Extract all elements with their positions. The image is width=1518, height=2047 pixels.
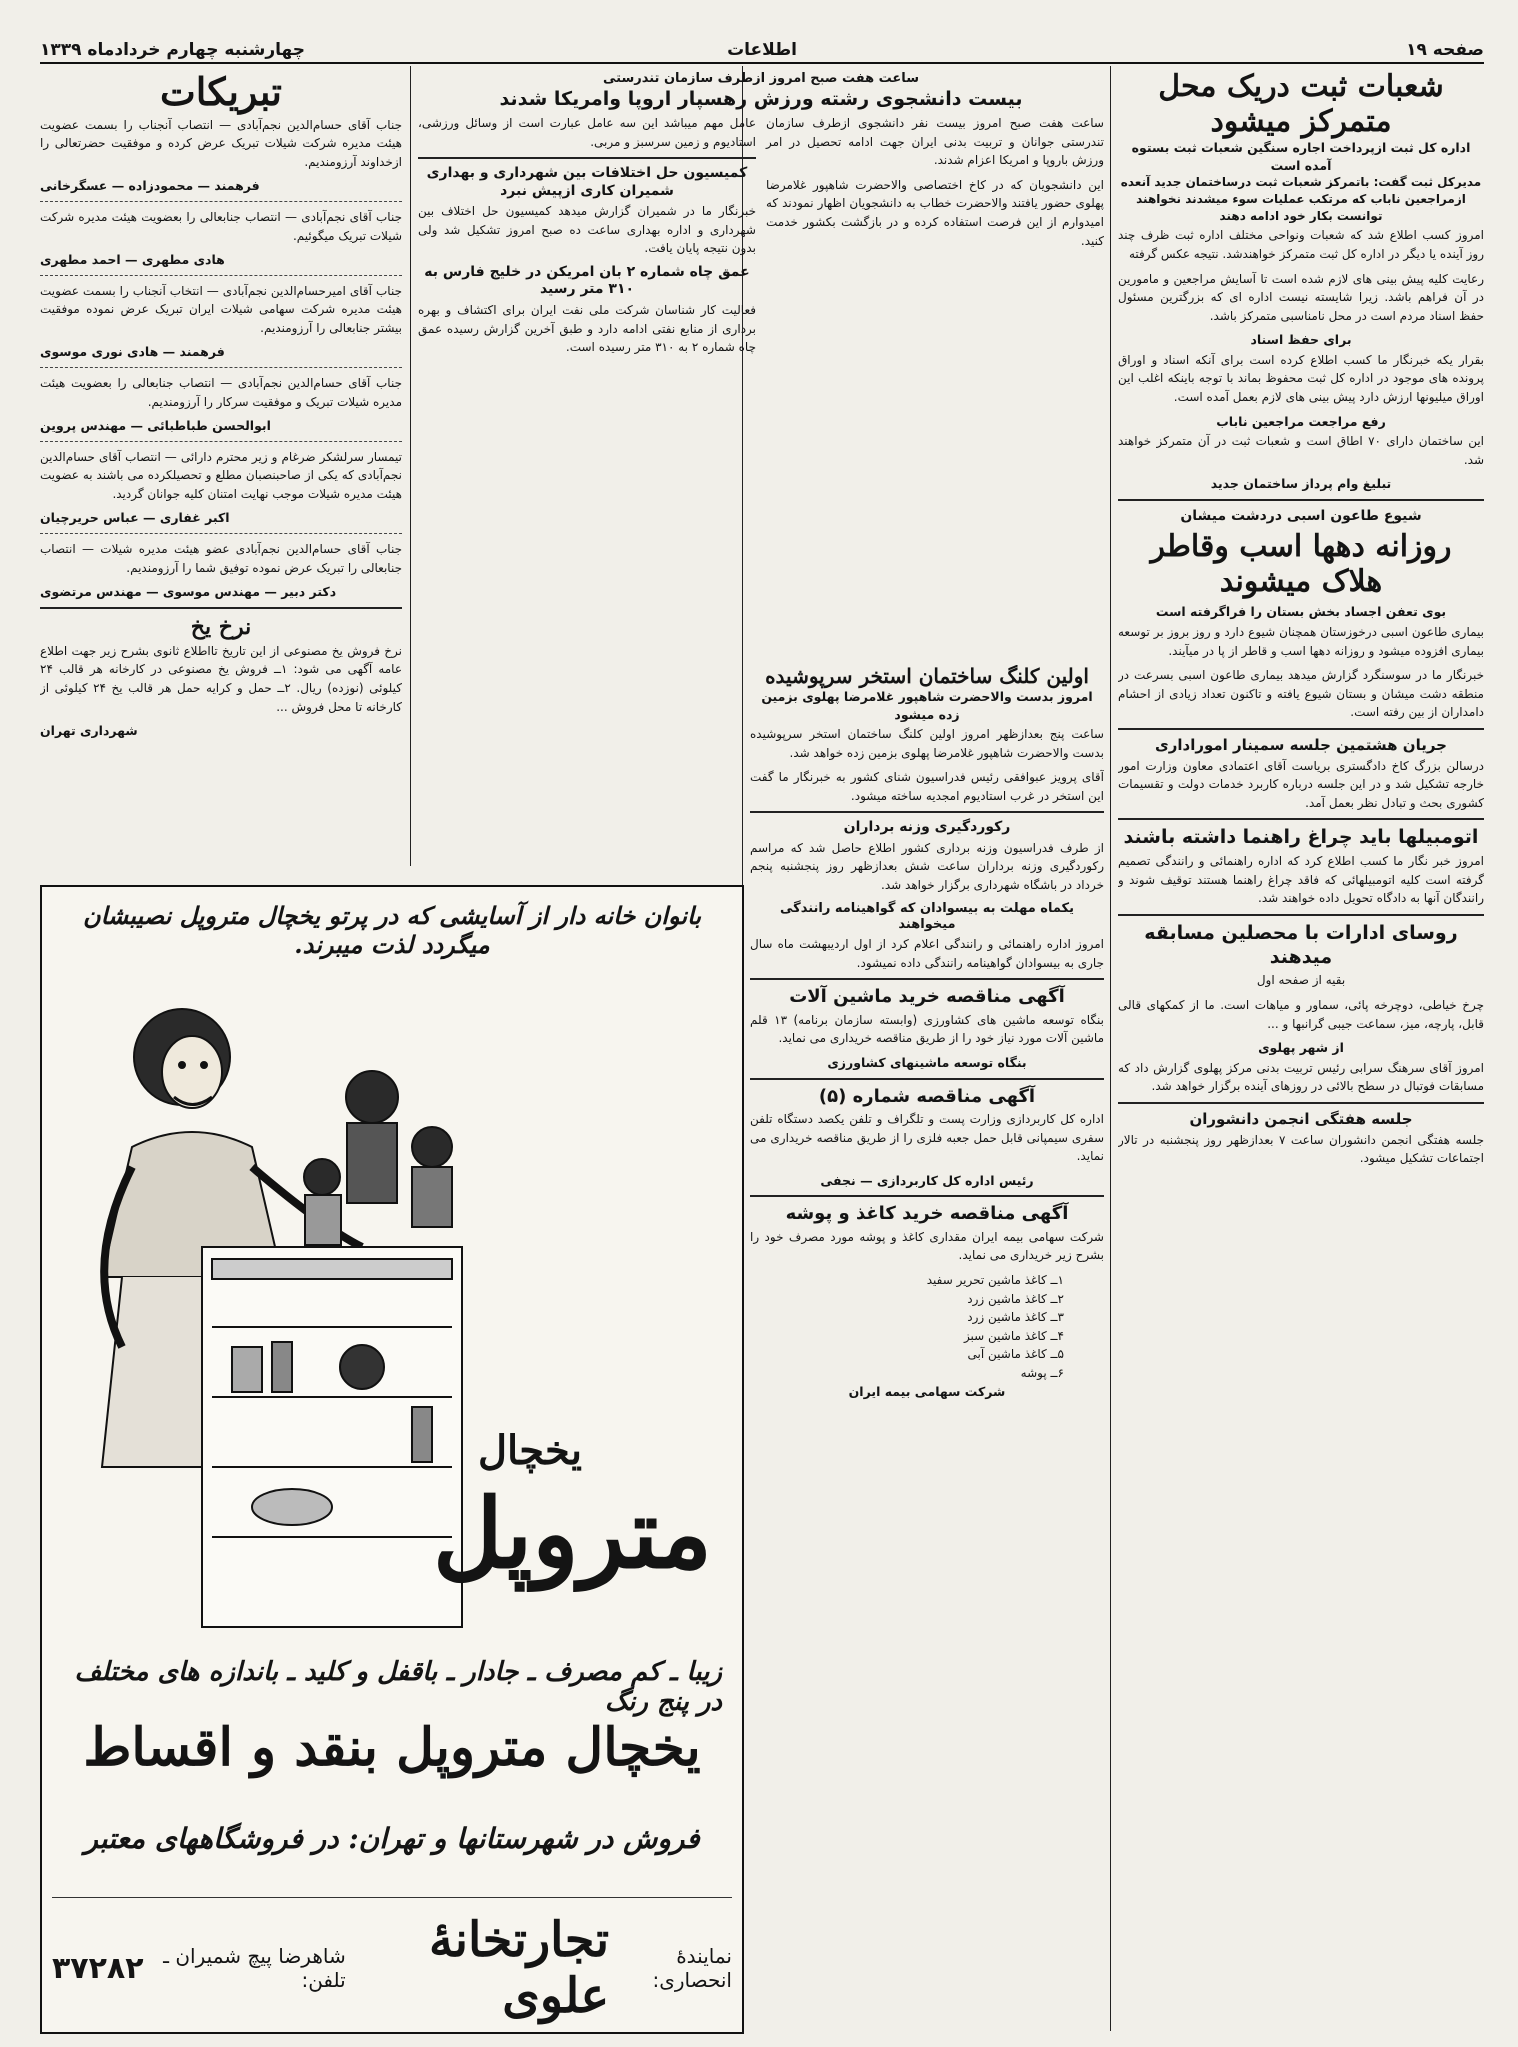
tender-title: آگهی مناقصه خرید کاغذ و پوشه bbox=[785, 1203, 1069, 1225]
tender-signature: بنگاه توسعه ماشینهای کشاورزی bbox=[827, 1055, 1027, 1071]
refrigerator-drawing bbox=[202, 1247, 462, 1627]
subhead: تبلیغ وام پرداز ساختمان جدید bbox=[1210, 476, 1392, 492]
tender-item: ۱ــ کاغذ ماشین تحریر سفید bbox=[926, 1273, 1064, 1287]
headline-indicators: اتومبیلها باید چراغ راهنما داشته باشند bbox=[1123, 826, 1479, 849]
article-text: خبرنگار ما در شمیران گزارش میدهد کمیسیون حل اختلاف بین شهرداری و اداره بهداری ساعت ده صبح امروز تشکیل شد ولی بدون نتیجه پایان یافت. bbox=[418, 204, 756, 256]
article-text: این ساختمان دارای ۷۰ اطاق است و شعبات ثبت در آن متمرکز خواهند شد. bbox=[1118, 434, 1484, 467]
subhead: بوی تعفن اجساد بخش بستان را فراگرفته است bbox=[1155, 604, 1447, 620]
tender-ad-machinery bbox=[750, 986, 1104, 1071]
column-rule bbox=[1110, 66, 1111, 2031]
notice-text: نرخ فروش یخ مصنوعی از این تاریخ تااطلاع ثانوی بشرح زیر جهت اطلاع عامه آگهی می شود: ۱ــ فروش یخ مصنوعی در کارخانه هر قالب ۲۴ کیلوئی (نوزده) ریال. ۲ــ حمل و کرایه حمل هر قالب یخ ۲۴ کیلوئی از کارخانه تا محل فروش ... bbox=[40, 643, 402, 714]
ad-tagline: بانوان خانه دار از آسایشی که در پرتو یخچال متروپل نصیبشان میگردد لذت میبرند. bbox=[82, 901, 702, 959]
column-rule bbox=[410, 66, 411, 866]
article-text: ساعت پنج بعدازظهر امروز اولین کلنگ ساختمان استخر سرپوشیده بدست والاحضرت شاهپور غلامرضا پهلوی بزمین زده خواهد شد. bbox=[750, 727, 1104, 760]
subhead: برای حفظ اسناد bbox=[1250, 332, 1352, 348]
notice-text: جناب آقای امیرحسام‌الدین نجم‌آبادی — انتخاب آنجناب را بسمت عضویت هیئت مدیره شرکت سهامی شیلات ایران تبریک عرض نموده موفقیت بیشتر جنابعالی را آرزومندیم. bbox=[40, 283, 402, 335]
tender-item: ۶ــ پوشه bbox=[1020, 1365, 1064, 1380]
headline-commission: کمیسیون حل اختلافات بین شهرداری و بهداری شمیران کاری ازپیش نبرد bbox=[426, 165, 748, 199]
center-column-lower bbox=[750, 665, 1104, 2030]
section-rule bbox=[40, 607, 402, 609]
notice-text: جناب آقای حسام‌الدین نجم‌آبادی — انتصاب جنابعالی را بعضویت هیئت مدیره شیلات تبریک و موفقیت سرکار را آرزومندیم. bbox=[40, 375, 402, 409]
tender-signature: شرکت سهامی بیمه ایران bbox=[848, 1383, 1006, 1399]
tender-item: ۳ــ کاغذ ماشین زرد bbox=[967, 1310, 1064, 1325]
section-rule bbox=[1118, 728, 1484, 730]
agent-address: شاهرضا پیچ شمیران ـ تلفن: bbox=[163, 1944, 346, 1992]
ad-agent-line bbox=[52, 1897, 732, 2024]
notice-signers: اکبر غفاری — عباس حریرچیان bbox=[40, 510, 230, 526]
subhead: از شهر پهلوی bbox=[1258, 1040, 1344, 1056]
tender-text: شرکت سهامی بیمه ایران مقداری کاغذ و پوشه مورد مصرف خود را بشرح زیر خریداری می نماید. bbox=[750, 1229, 1104, 1263]
headline-weightlifting: رکوردگیری وزنه برداران bbox=[843, 819, 1011, 836]
section-rule bbox=[1118, 818, 1484, 820]
section-rule bbox=[750, 1078, 1104, 1080]
ad-brand-name: متروپل bbox=[432, 1477, 712, 1590]
section-rule bbox=[418, 157, 756, 159]
section-rule bbox=[750, 1195, 1104, 1197]
headline-students: بیست دانشجوی رشته ورزش رهسپار اروپا وامریکا شدند bbox=[499, 88, 1023, 111]
tender-ad-5 bbox=[750, 1086, 1104, 1190]
masthead bbox=[40, 38, 1484, 64]
notice-signers: فرهمند — هادی نوری موسوی bbox=[40, 344, 225, 360]
headline-oil-well: عمق چاه شماره ۲ بان امریکن در خلیج فارس به ۳۱۰ متر رسید bbox=[424, 263, 750, 298]
article-text: عامل مهم میباشد این سه عامل عبارت است از وسائل ورزشی، استادیوم و زمین سرسبز و مربی. bbox=[418, 115, 756, 149]
section-rule bbox=[750, 811, 1104, 813]
subhead: اداره کل ثبت ازپرداخت اجاره سنگین شعبات ثبت بستوه آمده است bbox=[1131, 140, 1471, 173]
left-column bbox=[40, 70, 402, 870]
headline-registry: شعبات ثبت دریک محل متمرکز میشود bbox=[1158, 70, 1444, 139]
notice-text: جناب آقای حسام‌الدین نجم‌آبادی — انتصاب آنجناب را بسمت عضویت هیئت مدیره شرکت شیلات تبریک عرض کرده و موفقیت حضرتعالی را ازخداوند آرزومندیم. bbox=[40, 117, 402, 169]
notice-signers: هادی مطهری — احمد مطهری bbox=[40, 252, 225, 268]
article-text: فعالیت کار شناسان شرکت ملی نفت ایران برای اکتشاف و بهره برداری از منابع نفتی ادامه دارد و طبق آخرین گزارش رسیده عمق چاه شماره ۲ به ۳۱۰ متر رسیده است. bbox=[418, 302, 756, 355]
notice-text: جناب آقای حسام‌الدین نجم‌آبادی عضو هیئت مدیره شیلات — انتصاب جنابعالی را تبریک عرض نموده توفیق شما را آرزومندیم. bbox=[40, 541, 402, 575]
article-text: بقرار یکه خبرنگار ما کسب اطلاع کرده است برای آنکه اسناد و اوراق پرونده های موجود در اداره کل ثبت محفوظ بماند با توجه باینکه اغلب این اوراق میلیونها ارزش دارد پیش بینی های لازم بعمل آمده است. bbox=[1118, 352, 1484, 405]
notice-signers: شهرداری تهران bbox=[40, 723, 138, 739]
article-text: جلسه هفتگی انجمن دانشوران ساعت ۷ بعدازظهر روز پنجشنبه در تالار اجتماعات تشکیل میشود. bbox=[1118, 1132, 1484, 1166]
divider bbox=[40, 533, 402, 534]
divider bbox=[40, 441, 402, 442]
notice-signers: ابوالحسن طباطبائی — مهندس پروین bbox=[40, 418, 271, 434]
tender-ad-paper bbox=[750, 1203, 1104, 1400]
notice-signers: فرهمند — محمودزاده — عسگرخانی bbox=[40, 178, 260, 194]
subhead: مدیرکل ثبت گفت: باتمرکز شعبات ثبت درساختمان جدید آنعده ازمراجعین ناباب که مرتکب عملیات سوء میشدند نخواهند توانست بکار خود ادامه دهند bbox=[1120, 175, 1482, 223]
article-text: امروز آقای سرهنگ سرابی رئیس تربیت بدنی مرکز پهلوی گزارش داد که مسابقات فوتبال در سطح بالائی در روزهای آینده برگزار خواهد شد. bbox=[1118, 1060, 1484, 1094]
section-rule bbox=[1118, 1102, 1484, 1104]
ad-payment-terms: یخچال متروپل بنقد و اقساط bbox=[83, 1717, 701, 1778]
agent-label: نمایندهٔ انحصاری: bbox=[652, 1944, 732, 1992]
children-figures bbox=[304, 1071, 452, 1245]
agent-phone: ۳۷۲۸۲ bbox=[52, 1950, 144, 1986]
tender-item: ۵ــ کاغذ ماشین آبی bbox=[967, 1347, 1064, 1362]
tender-item: ۴ــ کاغذ ماشین سبز bbox=[963, 1328, 1064, 1343]
headline-seminar: جریان هشتمین جلسه سمینار اموراداری bbox=[1154, 735, 1447, 754]
article-text: امروز خبر نگار ما کسب اطلاع کرد که اداره راهنمائی و رانندگی تصمیم گرفته است کلیه اتومبیلهائی که فاقد چراغ راهنما هستند توقیف شوند و رانندگان آنها به دادگاه تحویل داده خواهند شد. bbox=[1118, 854, 1484, 906]
article-text: آقای پرویز عبوافقی رئیس فدراسیون شنای کشور به خبرنگار ما گفت این استخر در غرب استادیوم امجدیه ساخته میشود. bbox=[750, 770, 1104, 803]
overhead: ساعت هفت صبح امروز ازطرف سازمان تندرستی bbox=[603, 71, 919, 86]
agent-company: تجارتخانهٔ علوی bbox=[428, 1912, 610, 2024]
headline-congratulations: تبریکات bbox=[160, 70, 282, 114]
article-text: بیماری طاعون اسبی درخوزستان همچنان شیوع دارد و روز بروز بر توسعه بیماری افزوده میشود و روزانه دهها اسب و قاطر از پا در میآیند. bbox=[1118, 624, 1484, 658]
refrigerator-advertisement bbox=[40, 885, 744, 2034]
ad-features: زیبا ـ کم مصرف ـ جادار ـ باقفل و کلید ـ باندازه های مختلف در پنج رنگ bbox=[74, 1657, 722, 1717]
headline-competition: روسای ادارات با محصلین مسابقه میدهند bbox=[1144, 921, 1458, 968]
article-text: از طرف فدراسیون وزنه برداری کشور اطلاع حاصل شد که مراسم رکوردگیری وزنه برداران ساعت شش بعدازظهر روز پنجشنبه پنجم خرداد در باشگاه شهرداری برگزار خواهد شد. bbox=[750, 840, 1104, 893]
tender-title: آگهی مناقصه خرید ماشین آلات bbox=[789, 986, 1065, 1008]
section-rule bbox=[750, 978, 1104, 980]
notice-text: تیمسار سرلشکر ضرغام و زیر محترم دارائی — انتصاب آقای حسام‌الدین نجم‌آبادی که یکی از صاحبنصبان مطلع و تحصیلکرده می باشند به عضویت هیئت مدیره شیلات موجب نهایت امتنان کلیه جوانان گردید. bbox=[40, 449, 402, 501]
tender-text: بنگاه توسعه ماشین های کشاورزی (وابسته سازمان برنامه) ۱۳ قلم ماشین آلات مورد نیاز خود را از طریق مناقصه خریداری می نماید. bbox=[750, 1012, 1104, 1046]
tender-text: اداره کل کاربردازی وزارت پست و تلگراف و تلفن یکصد دستگاه تلفن سفری سیمپانی قابل حمل جعبه فلزی را از طریق مناقصه خریداری می نماید. bbox=[750, 1112, 1104, 1164]
page-number: صفحه ۱۹ bbox=[1406, 40, 1484, 60]
article-text: این دانشجویان که در کاخ اختصاصی والاحضرت شاهپور غلامرضا پهلوی حضور یافتند والاحضرت خطاب به دانشجویان اظهار نمودند که امیدوارم از این فرصت استفاده کرده و در بازگشت بکشور خدمت کنید. bbox=[766, 177, 1104, 248]
woman-and-refrigerator-illustration bbox=[62, 947, 492, 1647]
article-text: چرخ خیاطی، دوچرخه پائی، سماور و میاهات است. ما از کمکهای قالی قابل، پارچه، میز، سماعت جیبی گرانبها و ... bbox=[1118, 998, 1484, 1031]
notice-signers: دکتر دبیر — مهندس موسوی — مهندس مرتضوی bbox=[40, 584, 337, 600]
tender-item: ۲ــ کاغذ ماشین زرد bbox=[967, 1291, 1064, 1306]
continued-note: بقیه از صفحه اول bbox=[1256, 973, 1346, 988]
divider bbox=[40, 367, 402, 368]
issue-date: چهارشنبه چهارم خردادماه ۱۳۳۹ bbox=[40, 40, 305, 60]
article-text: امروز کسب اطلاع شد که شعبات ونواحی مختلف اداره ثبت ظرف چند روز آینده یا دیگر در اداره کل ثبت متمرکز خواهند‌شد. نتیجه عکس گرفته bbox=[1118, 228, 1484, 261]
article-text: رعایت کلیه پیش بینی های لازم شده است تا آسایش مراجعین و مامورین در آن فراهم باشد. زیرا شایسته نیست اداره ای که بزرگترین مسئول حفظ اسناد مردم است در محل نامناسبی متمرکز باشد. bbox=[1118, 271, 1484, 323]
article-text: امروز اداره راهنمائی و رانندگی اعلام کرد از اول اردیبهشت ماه سال جاری به بیسوادان گواهینامه رانندگی داده نمیشود. bbox=[750, 937, 1104, 970]
article-text: خبرنگار ما در سوسنگرد گزارش میدهد بیماری طاعون اسبی بسرعت در منطقه دشت میشان و بستان شیوع یافته و تاکنون تعداد زیادی از احشام دامداران از بین رفته است. bbox=[1118, 668, 1484, 720]
ad-sale-locations: فروش در شهرستانها و تهران: در فروشگاههای معتبر bbox=[84, 1822, 700, 1855]
ad-product-label: یخچال bbox=[477, 1427, 582, 1474]
headline-pool: اولین کلنگ ساختمان استخر سرپوشیده bbox=[765, 665, 1089, 688]
divider bbox=[40, 201, 402, 202]
section-rule bbox=[1118, 499, 1484, 501]
subhead: رفع مراجعت مراجعین ناباب bbox=[1216, 413, 1386, 429]
notice-text: جناب آقای نجم‌آبادی — انتصاب جنابعالی را بعضویت هیئت مدیره شرکت شیلات تبریک میگوئیم. bbox=[40, 209, 402, 243]
overhead: شیوع طاعون اسبی دردشت میشان bbox=[1180, 507, 1422, 524]
section-rule bbox=[1118, 914, 1484, 916]
article-text: ساعت هفت صبح امروز بیست نفر دانشجوی ازطرف سازمان تندرستی جوانان و تربیت بدنی ایران جهت ادامه تحصیل در امر ورزش باروپا و امریکا اعزام شدند. bbox=[766, 115, 1104, 168]
headline-plague: روزانه دهها اسب وقاطر هلاک میشوند bbox=[1150, 529, 1452, 599]
newspaper-name: اطلاعات bbox=[727, 40, 797, 60]
headline-society: جلسه هفتگی انجمن دانشوران bbox=[1189, 1109, 1413, 1128]
headline-license: یکماه مهلت به بیسوادان که گواهینامه رانندگی میخواهند bbox=[780, 900, 1074, 932]
right-column bbox=[1118, 70, 1484, 2030]
tender-items bbox=[750, 1271, 1104, 1383]
tender-signature: رئیس اداره کل کاربردازی — نجفی bbox=[820, 1172, 1034, 1188]
subhead: امروز بدست والاحضرت شاهپور غلامرضا پهلوی بزمین زده میشود bbox=[761, 689, 1093, 722]
divider bbox=[40, 275, 402, 276]
tender-title: آگهی مناقصه شماره (۵) bbox=[818, 1085, 1036, 1107]
article-text: درسالن بزرگ کاخ دادگستری بریاست آقای اعتمادی معاون وزارت امور خارجه تشکیل شد و در این جلسه درباره کاربرد خدمات دولت و تقسیمات کشوری بحث و تبادل نظر بعمل آمد. bbox=[1118, 758, 1484, 810]
headline-ice-price: نرخ یخ bbox=[190, 613, 252, 640]
